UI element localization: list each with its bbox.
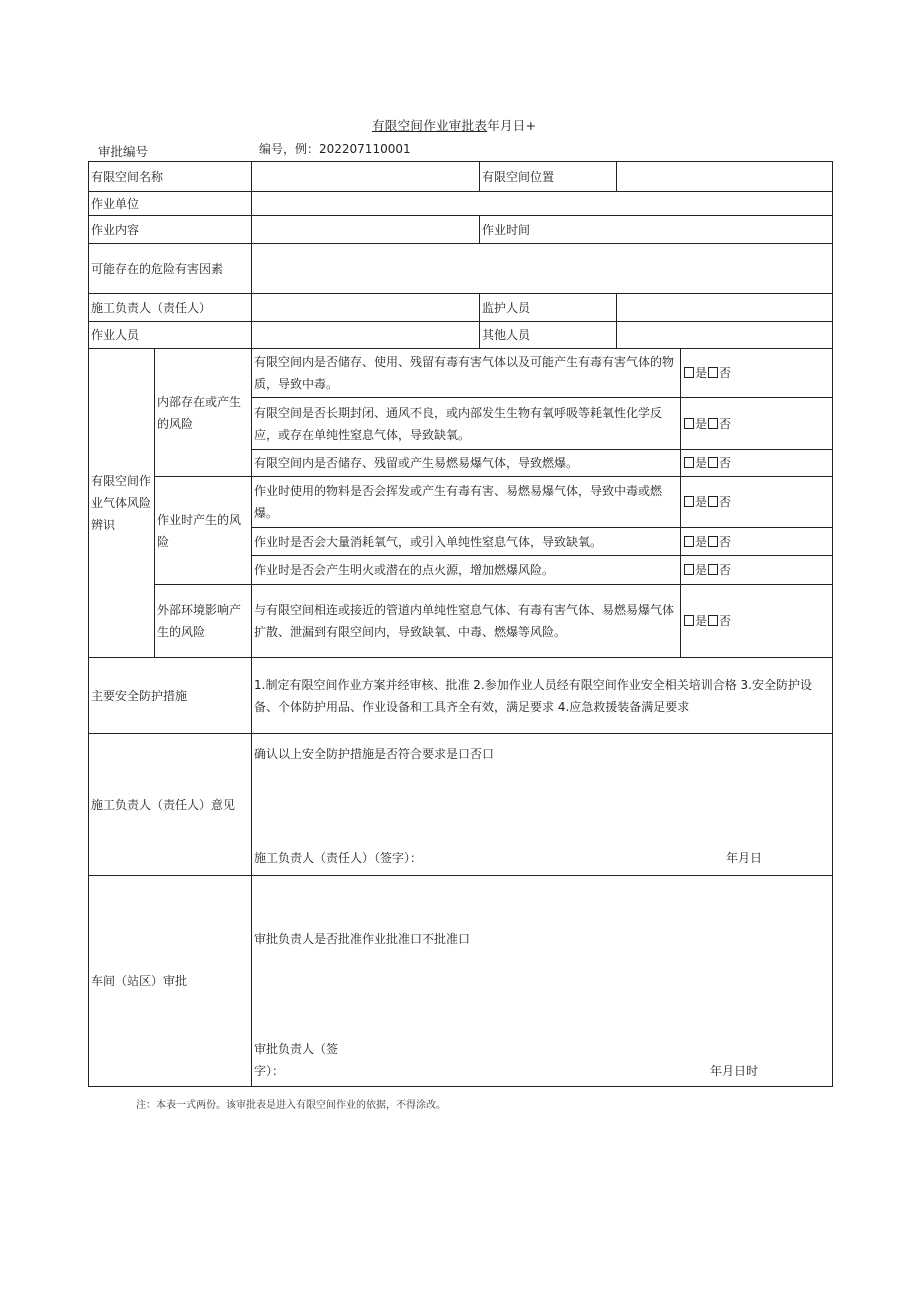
risk-item: 作业时是否会大量消耗氧气，或引入单纯性窒息气体，导致缺氧。: [252, 528, 681, 556]
input-others[interactable]: [617, 322, 833, 349]
input-monitor[interactable]: [617, 294, 833, 322]
form-title-main: 有限空间作业审批表: [372, 118, 488, 133]
row-work-content: [89, 216, 833, 244]
risk-item: 有限空间是否长期封闭、通风不良，或内部发生生物有氧呼吸等耗氧性化学反应，或存在单纯性窒息气体，导致缺氧。: [252, 398, 681, 450]
label-space-location: 有限空间位置: [480, 162, 617, 192]
risk-item: 作业时使用的物料是否会挥发或产生有毒有害、易燃易爆气体，导致中毒或燃爆。: [252, 477, 681, 528]
row-safety: [89, 658, 833, 734]
checkbox-no[interactable]: [708, 496, 718, 507]
yes-no-checkbox[interactable]: [681, 528, 833, 556]
opinion-date: 年月日: [726, 850, 763, 865]
label-safety-measures: 主要安全防护措施: [89, 658, 252, 734]
label-hazards: 可能存在的危险有害因素: [89, 244, 252, 294]
risk-section-label: 有限空间作业气体风险辨识: [89, 349, 155, 658]
yes-label: 是: [695, 614, 708, 628]
risk-group-label: 内部存在或产生的风险: [155, 349, 252, 477]
label-workers: 作业人员: [89, 322, 252, 349]
risk-group-label: 外部环境影响产生的风险: [155, 585, 252, 658]
input-space-name[interactable]: [252, 162, 480, 192]
yes-no-checkbox[interactable]: [681, 477, 833, 528]
yes-label: 是: [695, 534, 708, 549]
risk-row: [89, 585, 833, 658]
label-monitor: 监护人员: [480, 294, 617, 322]
yes-no-checkbox[interactable]: [681, 585, 833, 658]
row-work-unit: [89, 192, 833, 216]
checkbox-yes[interactable]: [684, 457, 694, 468]
yes-no-checkbox[interactable]: [681, 450, 833, 477]
row-workers: [89, 322, 833, 349]
no-label: 否: [719, 456, 732, 470]
label-work-time: 作业时间: [480, 216, 833, 244]
input-work-unit[interactable]: [252, 192, 833, 216]
no-label: 否: [719, 534, 732, 549]
risk-row: [89, 349, 833, 398]
approval-date: 年月日时: [710, 1064, 759, 1078]
form-title-suffix: 年月日+: [487, 118, 537, 133]
checkbox-no[interactable]: [708, 564, 718, 575]
checkbox-yes[interactable]: [684, 615, 694, 626]
risk-row: [89, 477, 833, 528]
yes-label: 是: [695, 495, 708, 509]
approval-sign-line1: 审批负责人（签: [254, 1042, 339, 1056]
approval-number-label: 审批编号: [98, 144, 149, 159]
input-space-location[interactable]: [617, 162, 833, 192]
label-work-content: 作业内容: [89, 216, 252, 244]
label-workshop-approval: 车间（站区）审批: [89, 876, 252, 1087]
yes-label: 是: [695, 416, 708, 431]
yes-label: 是: [695, 366, 708, 380]
input-workers[interactable]: [252, 322, 480, 349]
checkbox-no[interactable]: [708, 418, 718, 429]
checkbox-no[interactable]: [708, 367, 718, 378]
safety-measures-text: 1.制定有限空间作业方案并经审核、批准 2.参加作业人员经有限空间作业安全相关培训合格 3.安全防护设备、个体防护用品、作业设备和工具齐全有效，满足要求 4.应急救援装备满足要求: [252, 658, 833, 734]
checkbox-yes[interactable]: [684, 536, 694, 547]
checkbox-yes[interactable]: [684, 496, 694, 507]
no-label: 否: [719, 563, 732, 577]
label-space-name: 有限空间名称: [89, 162, 252, 192]
yes-label: 是: [695, 563, 708, 577]
risk-item: 作业时是否会产生明火或潜在的点火源，增加燃爆风险。: [252, 556, 681, 585]
no-label: 否: [719, 495, 732, 509]
label-work-unit: 作业单位: [89, 192, 252, 216]
approval-sign-line2: 字）：: [254, 1064, 285, 1078]
no-label: 否: [719, 614, 732, 628]
yes-no-checkbox[interactable]: [681, 398, 833, 450]
row-hazards: [89, 244, 833, 294]
opinion-confirm: 确认以上安全防护措施是否符合要求是口否口: [254, 746, 495, 761]
lead-opinion-cell: [252, 734, 833, 876]
approval-form-table: [88, 161, 833, 1087]
risk-item: 与有限空间相连或接近的管道内单纯性窒息气体、有毒有害气体、易燃易爆气体扩散、泄漏到有限空间内，导致缺氧、中毒、燃爆等风险。: [252, 585, 681, 658]
label-others: 其他人员: [480, 322, 617, 349]
yes-no-checkbox[interactable]: [681, 556, 833, 585]
checkbox-no[interactable]: [708, 536, 718, 547]
label-lead-opinion: 施工负责人（责任人）意见: [89, 734, 252, 876]
approval-number-hint: 编号，例：202207110001: [259, 142, 411, 156]
approval-signature-line: [254, 1060, 830, 1082]
checkbox-no[interactable]: [708, 615, 718, 626]
yes-no-checkbox[interactable]: [681, 349, 833, 398]
no-label: 否: [719, 366, 732, 380]
risk-group-label: 作业时产生的风险: [155, 477, 252, 585]
no-label: 否: [719, 416, 732, 431]
approval-question: 审批负责人是否批准作业批准口不批准口: [254, 932, 471, 946]
row-lead: [89, 294, 833, 322]
row-opinion: [89, 734, 833, 876]
checkbox-no[interactable]: [708, 457, 718, 468]
form-title: [372, 116, 536, 134]
checkbox-yes[interactable]: [684, 367, 694, 378]
workshop-approval-cell: [252, 876, 833, 1087]
row-space: [89, 162, 833, 192]
checkbox-yes[interactable]: [684, 418, 694, 429]
risk-item: 有限空间内是否储存、残留或产生易燃易爆气体，导致燃爆。: [252, 450, 681, 477]
row-approval: [89, 876, 833, 1087]
opinion-signature-line: [254, 847, 830, 869]
footer-note: 注：本表一式两份。该审批表是进入有限空间作业的依据，不得涂改。: [136, 1100, 446, 1111]
input-work-content[interactable]: [252, 216, 480, 244]
input-hazards[interactable]: [252, 244, 833, 294]
input-construction-lead[interactable]: [252, 294, 480, 322]
yes-label: 是: [695, 456, 708, 470]
label-construction-lead: 施工负责人（责任人）: [89, 294, 252, 322]
checkbox-yes[interactable]: [684, 564, 694, 575]
risk-item: 有限空间内是否储存、使用、残留有毒有害气体以及可能产生有毒有害气体的物质，导致中毒。: [252, 349, 681, 398]
opinion-sign-label: 施工负责人（责任人）（签字）：: [254, 850, 423, 865]
